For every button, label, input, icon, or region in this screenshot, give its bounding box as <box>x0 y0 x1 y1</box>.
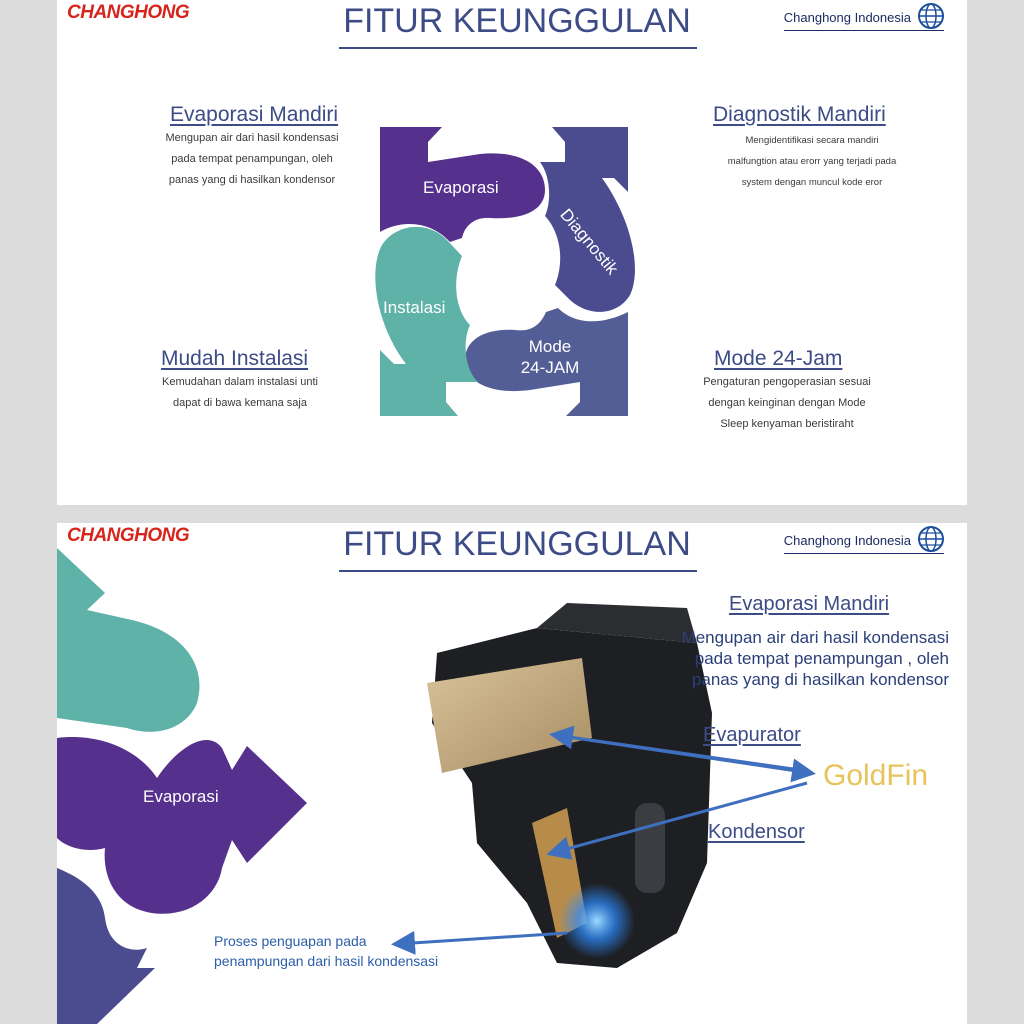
desc-line: system dengan muncul kode eror <box>741 177 883 188</box>
label-goldfin: GoldFin <box>823 759 929 792</box>
cycle-label-instalasi: Instalasi <box>383 298 446 317</box>
annotation-arrows <box>57 523 967 1024</box>
feature-desc-diagnostik <box>702 130 922 193</box>
desc-line: Mengupan air dari hasil kondensasi <box>165 132 339 144</box>
feature-desc-mode <box>682 372 892 435</box>
desc-line: panas yang di hasilkan kondensor <box>691 670 949 689</box>
arrow-to-proses <box>397 933 567 944</box>
feature-heading-evaporasi: Evaporasi Mandiri <box>170 103 339 126</box>
desc-line: Pengaturan pengoperasian sesuai <box>703 376 871 388</box>
slide-1 <box>57 0 967 505</box>
mode-line: Mode <box>528 337 572 356</box>
desc-line: dengan keinginan dengan Mode <box>708 397 866 409</box>
slide-2 <box>57 523 967 1024</box>
desc-line: dapat di bawa kemana saja <box>173 397 307 409</box>
feature-heading-instalasi: Mudah Instalasi <box>161 347 309 370</box>
proses-line: Proses penguapan pada <box>214 933 367 949</box>
cycle-label-evaporasi: Evaporasi <box>143 787 219 806</box>
desc-line: malfungtion atau erorr yang terjadi pada <box>727 156 897 167</box>
cycle-label-mode <box>505 336 595 378</box>
desc-line: Mengupan air dari hasil kondensasi <box>681 628 949 647</box>
feature-desc-evaporasi <box>147 128 357 191</box>
page-title: FITUR KEUNGGULAN <box>343 525 691 563</box>
desc-line: pada tempat penampungan , oleh <box>694 649 949 668</box>
title-underline <box>339 47 697 49</box>
arrow-from-goldfin-evap <box>555 735 810 773</box>
arrow-to-condenser <box>552 783 807 853</box>
desc-line: Kemudahan dalam instalasi unti <box>162 376 318 388</box>
feature-heading-diagnostik: Diagnostik Mandiri <box>713 103 886 126</box>
brand-underline <box>784 30 944 31</box>
feature-desc-instalasi <box>135 372 345 414</box>
label-kondensor: Kondensor <box>708 821 805 843</box>
proses-line: penampungan dari hasil kondensasi <box>214 953 439 969</box>
section-heading: Evaporasi Mandiri <box>729 593 890 615</box>
cycle-label-diagnostik: Diagnostik <box>556 205 622 279</box>
label-evapurator: Evapurator <box>703 724 801 746</box>
desc-line: Sleep kenyaman beristiraht <box>720 418 854 430</box>
changhong-logo: CHANGHONG <box>67 2 190 23</box>
desc-line: Mengidentifikasi secara mandiri <box>745 135 879 146</box>
desc-line: pada tempat penampungan, oleh <box>171 153 333 165</box>
mode-line: 24-JAM <box>520 358 580 377</box>
cycle-piece-diagnostik <box>540 127 635 312</box>
brand-label: Changhong Indonesia <box>783 533 911 548</box>
brand-label: Changhong Indonesia <box>783 10 911 25</box>
globe-icon <box>917 2 945 30</box>
changhong-logo: CHANGHONG <box>67 525 190 546</box>
cycle-piece-instalasi <box>375 227 478 416</box>
page-title: FITUR KEUNGGULAN <box>343 2 691 40</box>
feature-heading-mode: Mode 24-Jam <box>714 347 843 370</box>
desc-line: panas yang di hasilkan kondensor <box>168 174 336 186</box>
cycle-label-evaporasi: Evaporasi <box>423 178 499 197</box>
